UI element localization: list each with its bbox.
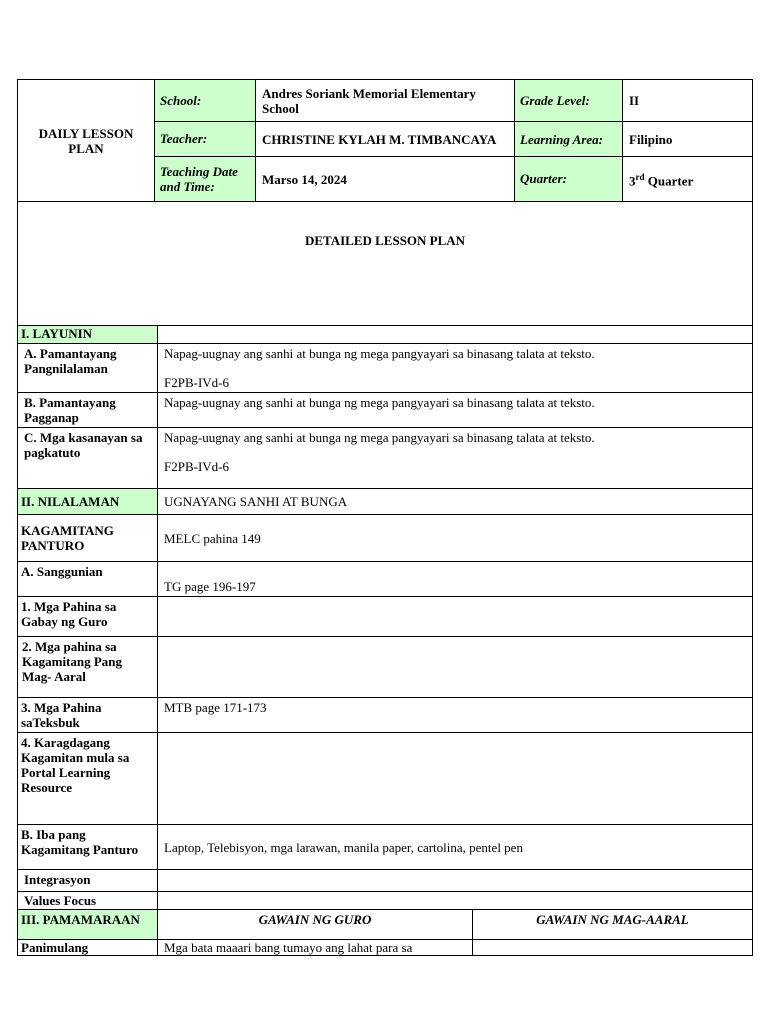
kagamitang-panturo-label: KAGAMITANG PANTURO	[18, 515, 158, 562]
nilalaman-value: UGNAYANG SANHI AT BUNGA	[158, 489, 753, 515]
grade-level-label: Grade Level:	[515, 80, 623, 122]
iba-pang-kagamitan-label: B. Iba pang Kagamitang Panturo	[18, 825, 158, 870]
quarter-word: Quarter	[647, 173, 694, 189]
sanggunian-label: A. Sanggunian	[18, 562, 158, 597]
layunin-empty-cell	[158, 326, 753, 344]
learning-area-value: Filipino	[623, 122, 753, 157]
values-focus-label: Values Focus	[18, 892, 158, 910]
pamantayang-pangnilalaman-code: F2PB-IVd-6	[164, 375, 230, 390]
gabay-ng-guro-label: 1. Mga Pahina sa Gabay ng Guro	[18, 597, 158, 637]
header-table	[17, 79, 753, 202]
daily-lesson-plan-title: DAILY LESSON PLAN	[18, 80, 155, 202]
teacher-value: CHRISTINE KYLAH M. TIMBANCAYA	[256, 122, 515, 157]
teksbuk-label: 3. Mga Pahina saTeksbuk	[18, 698, 158, 733]
teaching-date-value: Marso 14, 2024	[256, 157, 515, 202]
kagamitang-panturo-value: MELC pahina 149	[158, 515, 753, 562]
iba-pang-kagamitan-value: Laptop, Telebisyon, mga larawan, manila paper, cartolina, pentel pen	[158, 825, 753, 870]
learning-area-label: Learning Area:	[515, 122, 623, 157]
pamantayang-pagganap-label: B. Pamantayang Pagganap	[18, 393, 158, 428]
kagamitang-mag-aaral-empty	[158, 637, 753, 698]
quarter-label: Quarter:	[515, 157, 623, 202]
teaching-date-label: Teaching Date and Time:	[155, 157, 256, 202]
pamamaraan-heading: III. PAMAMARAAN	[18, 910, 158, 940]
pamantayang-pangnilalaman-label: A. Pamantayang Pangnilalaman	[18, 344, 158, 393]
kasanayan-label: C. Mga kasanayan sa pagkatuto	[18, 428, 158, 489]
gawain-ng-mag-aaral-header: GAWAIN NG MAG-AARAL	[473, 910, 753, 940]
quarter-suffix: rd	[635, 171, 645, 182]
values-focus-empty	[158, 892, 753, 910]
gawain-ng-guro-header: GAWAIN NG GURO	[158, 910, 473, 940]
gabay-ng-guro-empty	[158, 597, 753, 637]
kasanayan-cell	[158, 428, 753, 489]
pamantayang-pangnilalaman-text: Napag-uugnay ang sanhi at bunga ng mega pangyayari sa binasang talata at teksto.	[164, 346, 595, 361]
kasanayan-code: F2PB-IVd-6	[164, 459, 230, 474]
sanggunian-value: TG page 196-197	[158, 562, 753, 597]
school-value: Andres Soriank Memorial Elementary School	[256, 80, 515, 122]
pamantayang-pagganap-text: Napag-uugnay ang sanhi at bunga ng mega pangyayari sa binasang talata at teksto.	[158, 393, 753, 428]
panimulang-text: Mga bata maaari bang tumayo ang lahat para sa	[158, 940, 473, 956]
detailed-lesson-plan-title: DETAILED LESSON PLAN	[18, 202, 753, 326]
kasanayan-text: Napag-uugnay ang sanhi at bunga ng mega pangyayari sa binasang talata at teksto.	[164, 430, 595, 445]
teacher-label: Teacher:	[155, 122, 256, 157]
school-label: School:	[155, 80, 256, 122]
layunin-heading: I. LAYUNIN	[18, 326, 158, 344]
panimulang-label: Panimulang	[18, 940, 158, 956]
teksbuk-value: MTB page 171-173	[158, 698, 753, 733]
lesson-plan-table	[17, 201, 753, 956]
integrasyon-label: Integrasyon	[18, 870, 158, 892]
quarter-value	[623, 157, 753, 202]
panimulang-mag-aaral-empty	[473, 940, 753, 956]
karagdagang-kagamitan-empty	[158, 733, 753, 825]
kagamitang-mag-aaral-label: 2. Mga pahina sa Kagamitang Pang Mag- Aaral	[18, 637, 158, 698]
quarter-number: 3	[629, 173, 636, 189]
integrasyon-empty	[158, 870, 753, 892]
pamantayang-pangnilalaman-cell	[158, 344, 753, 393]
karagdagang-kagamitan-label: 4. Karagdagang Kagamitan mula sa Portal Learning Resource	[18, 733, 158, 825]
nilalaman-heading: II. NILALAMAN	[18, 489, 158, 515]
grade-level-value: II	[623, 80, 753, 122]
